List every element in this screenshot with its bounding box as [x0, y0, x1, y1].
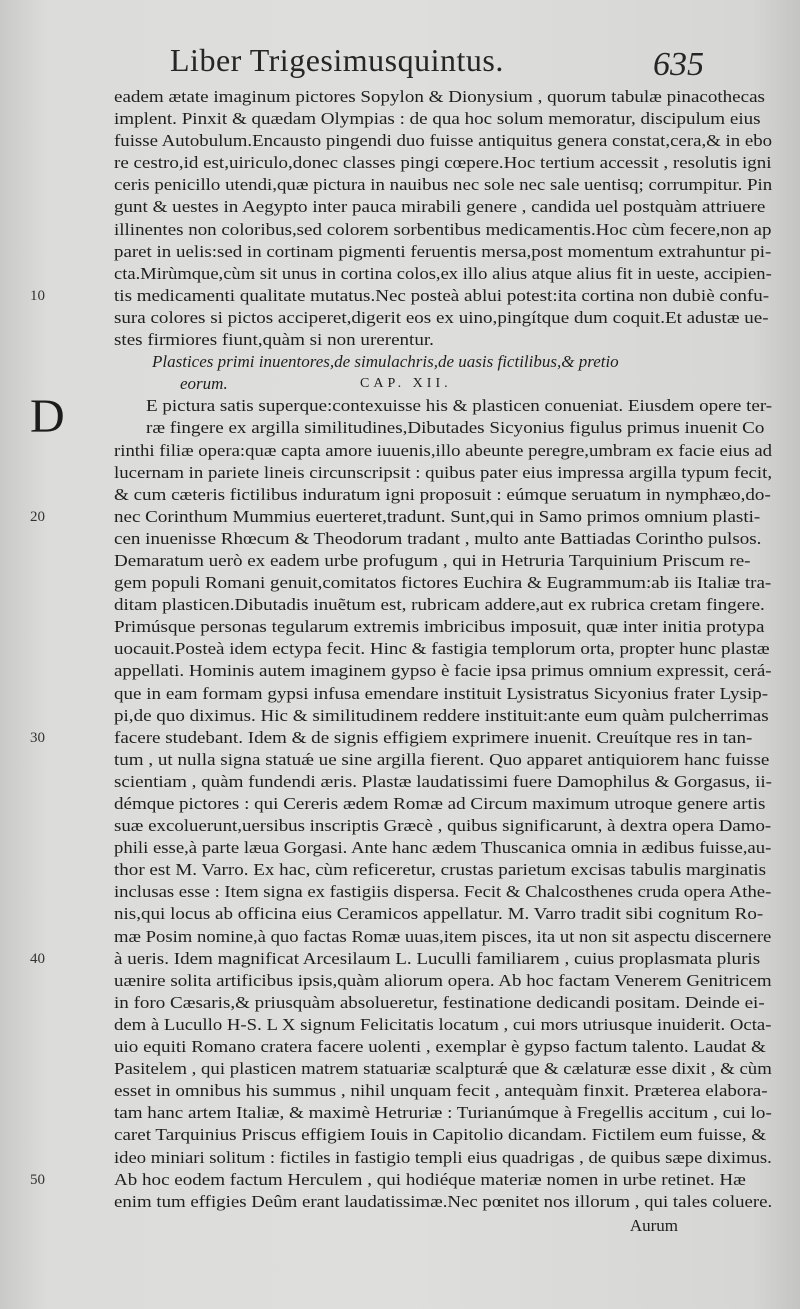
line-text: sura colores si pictos acciperet,digerit eos ex uino,pingítque dum coquit.Et adustæ ue-: [114, 307, 769, 327]
line-text: ceris penicillo utendi,quæ pictura in nauibus nec sole nec sale uentisq; corrumpitur. Pin: [114, 175, 773, 195]
line-text: phili esse,à parte læua Gorgasi. Ante hanc ædem Thuscanica omnia in ædibus fuisse,au-: [114, 838, 772, 858]
text-line: [30, 771, 790, 793]
text-line: [30, 484, 790, 506]
text-line: [30, 859, 790, 881]
line-text: dem à Lucullo H-S. L X signum Felicitatis locatum , cui mors utriusque inuiderit. Octa-: [114, 1014, 772, 1034]
text-line: [30, 550, 790, 572]
text-line: [30, 594, 790, 616]
text-line: [30, 1058, 790, 1080]
line-text: mæ Posim nomine,à quo factas Romæ uuas,item pisces, ita ut non sit aspectu discernere: [114, 926, 772, 946]
text-line: [30, 152, 790, 174]
intro-paragraph: [30, 86, 790, 351]
line-text: pi,de quo diximus. Hic & similitudinem reddere instituit:ante eum quàm pulcherrimas: [114, 705, 769, 725]
text-line: [30, 815, 790, 837]
line-number: 50: [30, 1171, 45, 1188]
line-text: tum , ut nulla signa statuǽ ue sine argilla fierent. Quo apparet antiquiorem hanc fuisse: [114, 749, 770, 769]
running-title: Liber Trigesimusquintus.: [170, 42, 504, 78]
chapter-heading-text: Plastices primi inuentores,de simulachris,de uasis fictilibus,& pretio: [152, 352, 619, 372]
line-text: scientiam , quàm fundendi æris. Plastæ laudatissimi fuere Damophilus & Gorgasus, ii-: [114, 771, 772, 791]
chapter-heading-text-2: eorum.: [180, 374, 228, 394]
text-line: [30, 727, 790, 749]
text-line: [30, 1124, 790, 1146]
line-text: implent. Pinxit & quædam Olympias : de qua hoc solum memoratur, discipulum eius: [114, 109, 761, 129]
line-text: uio equiti Romano cratera facere uolenti , exemplar è gypso factum talento. Laudat &: [114, 1037, 766, 1057]
text-line: [30, 440, 790, 462]
text-block: [30, 86, 790, 1237]
line-text: Pasitelem , qui plasticen matrem statuariæ scalpturǽ que & cælaturæ esse dixit , & cùm: [114, 1059, 772, 1079]
text-line: [30, 992, 790, 1014]
line-text: uænire solita artificibus ipsis,quàm aliorum opera. Ab hoc factam Venerem Genitricem: [114, 970, 772, 990]
chapter-heading-line-2: [30, 373, 790, 395]
line-text: gunt & uestes in Aegypto inter pauca mirabili genere , candida uel postquàm attriuere: [114, 197, 766, 217]
line-text: enim tum effigies Deûm erant laudatissimæ.Nec pœnitet nos illorum , qui tales coluere.: [114, 1191, 773, 1211]
line-text: thor est M. Varro. Ex hac, cùm reficeretur, crustas parietum excisas tabulis marginatis: [114, 860, 767, 880]
line-text: cta.Mirùmque,cùm sit unus in cortina colos,ex illo alius atque alius fit in ueste, accipien-: [114, 263, 772, 283]
line-text: suæ excoluerunt,uersibus inscriptis Græcè , quibus significarunt, à dextra opera Damo-: [114, 816, 772, 836]
drop-capital: D: [30, 390, 65, 444]
line-text: tam hanc artem Italiæ, & maximè Hetruriæ : Turianúmque à Fregellis accitum , cui lo-: [114, 1103, 772, 1123]
line-text: paret in uelis:sed in cortinam pigmenti feruentis mersa,post momentum extrahuntur pi-: [114, 241, 772, 261]
text-line: [30, 572, 790, 594]
text-line: [30, 793, 790, 815]
text-line: [30, 1147, 790, 1169]
text-line: [30, 948, 790, 970]
page-number: 635: [653, 46, 704, 83]
page-header: [0, 40, 800, 90]
line-text: appellati. Hominis autem imaginem gypso è facie ipsa primus omnium expressit, cerá-: [114, 661, 772, 681]
line-text: rinthi filiæ opera:quæ capta amore iuuenis,illo abeunte peregre,umbram ex facie eius ad: [114, 440, 773, 460]
text-line: [30, 196, 790, 218]
line-number: 10: [30, 287, 45, 304]
text-line: [30, 903, 790, 925]
chapter-number: CAP. XII.: [360, 376, 452, 392]
line-text: caret Tarquinius Priscus effigiem Iouis in Capitolio dicandam. Fictilem eum fuisse, &: [114, 1125, 767, 1145]
text-line: [30, 1169, 790, 1191]
line-text: Demaratum uerò ex eadem urbe profugum , qui in Hetruria Tarquinium Priscum re-: [114, 550, 751, 570]
line-text: uocauit.Posteà idem ectypa fecit. Hinc & fastigia templorum orta, propter hunc plastæ: [114, 639, 770, 659]
line-text: à ueris. Idem magnificat Arcesilaum L. Luculli familiarem , cuius proplasmata pluris: [114, 948, 761, 968]
text-line: [30, 683, 790, 705]
text-line: [30, 219, 790, 241]
text-line: [30, 417, 790, 439]
line-text: ræ fingere ex argilla similitudines,Dibutades Sicyonius figulus primus inuenit Co: [146, 418, 765, 438]
line-text: stes firmiores fiunt,quàm si non urerentur.: [114, 330, 434, 350]
line-text: démque pictores : qui Cereris ædem Romæ ad Circum maximum utroque genere artis: [114, 794, 766, 813]
line-text: Primúsque personas tegularum extremis imbricibus imposuit, quæ inter initia protypa: [114, 617, 765, 637]
line-text: re cestro,id est,uiriculo,donec classes pingi cœpere.Hoc tertium accessit , resolutis igni: [114, 153, 772, 173]
line-text: tis medicamenti qualitate mutatus.Nec posteà ablui potest:ita cortina non dubiè confu-: [114, 285, 770, 305]
text-line: [30, 108, 790, 130]
line-text: inclusas esse : Item signa ex fastigiis dispersa. Fecit & Chalcosthenes cruda opera Athe-: [114, 882, 772, 902]
text-line: [30, 130, 790, 152]
text-line: [30, 1191, 790, 1213]
text-line: [30, 705, 790, 727]
text-line: [30, 1080, 790, 1102]
line-text: gem populi Romani genuit,comitatos fictores Euchira & Eugrammum:ab iis Italiæ tra-: [114, 573, 772, 593]
text-line: [30, 881, 790, 903]
line-text: ditam plasticen.Dibutadis inuẽtum est, rubricam addere,aut ex rubrica cretam fingere.: [114, 595, 765, 615]
text-line: [30, 1014, 790, 1036]
line-text: facere studebant. Idem & de signis effigiem exprimere inuenit. Creuítque res in tan-: [114, 727, 753, 747]
line-text: & cum cæteris fictilibus induratum igni proposuit : eúmque seruatum in nymphæo,do-: [114, 484, 771, 504]
catchword: Aurum: [629, 1215, 678, 1235]
line-text: lucernam in pariete lineis circunscripsit : quibus pater eius impressa argilla typum fecit,: [114, 462, 773, 482]
text-line: [30, 395, 790, 417]
line-text: nec Corinthum Mummius euerteret,tradunt. Sunt,qui in Samo primos omnium plasti-: [114, 506, 761, 526]
line-text: Ab hoc eodem factum Herculem , qui hodiéque materiæ nomen in urbe retinet. Hæ: [114, 1169, 746, 1189]
line-number: 40: [30, 950, 45, 967]
line-text: esset in omnibus his summus , nihil unquam fecit , antequàm finxit. Præterea elabora-: [114, 1081, 768, 1101]
line-text: fuisse Autobulum.Encausto pingendi duo fuisse antiquitus genera constat,cera,& in ebo: [114, 131, 773, 151]
line-text: illinentes non coloribus,sed colorem sorbentibus medicamentis.Hoc cùm fecere,non ap: [114, 219, 772, 239]
text-line: [30, 174, 790, 196]
text-line: [30, 1102, 790, 1124]
text-line: [30, 307, 790, 329]
text-line: [30, 241, 790, 263]
text-line: [30, 970, 790, 992]
chapter-body: [30, 390, 790, 1212]
text-line: [30, 462, 790, 484]
line-text: ideo miniari solitum : fictiles in fastigio templi eius quadrigas , de quibus sæpe diximus.: [114, 1147, 772, 1167]
text-line: [30, 329, 790, 351]
text-line: [30, 285, 790, 307]
line-number: 20: [30, 508, 45, 525]
text-line: [30, 616, 790, 638]
line-text: E pictura satis superque:contexuisse his & plasticen conueniat. Eiusdem opere ter-: [146, 396, 773, 416]
text-line: [30, 263, 790, 285]
catchword-line: [30, 1213, 790, 1237]
line-text: cen inuenisse Rhœcum & Theodorum tradant , multo ante Battiadas Corintho pulsos.: [114, 528, 762, 548]
chapter-heading-line-1: [30, 351, 790, 373]
text-line: [30, 1036, 790, 1058]
line-text: eadem ætate imaginum pictores Sopylon & Dionysium , quorum tabulæ pinacothecas: [114, 87, 765, 106]
text-line: [30, 749, 790, 771]
text-line: [30, 86, 790, 108]
line-number: 30: [30, 729, 45, 746]
text-line: [30, 506, 790, 528]
line-text: que in eam formam gypsi infusa emendare instituit Lysistratus Sicyonius frater Lysip-: [114, 683, 769, 703]
line-text: in foro Cæsaris,& priusquàm absolueretur, festinatione dedicandi positam. Deinde ei-: [114, 992, 765, 1012]
text-line: [30, 638, 790, 660]
line-text: nis,qui locus ab officina eius Ceramicos appellatur. M. Varro tradit sibi cognitum Ro-: [114, 904, 764, 924]
text-line: [30, 660, 790, 682]
text-line: [30, 837, 790, 859]
text-line: [30, 528, 790, 550]
text-line: [30, 926, 790, 948]
